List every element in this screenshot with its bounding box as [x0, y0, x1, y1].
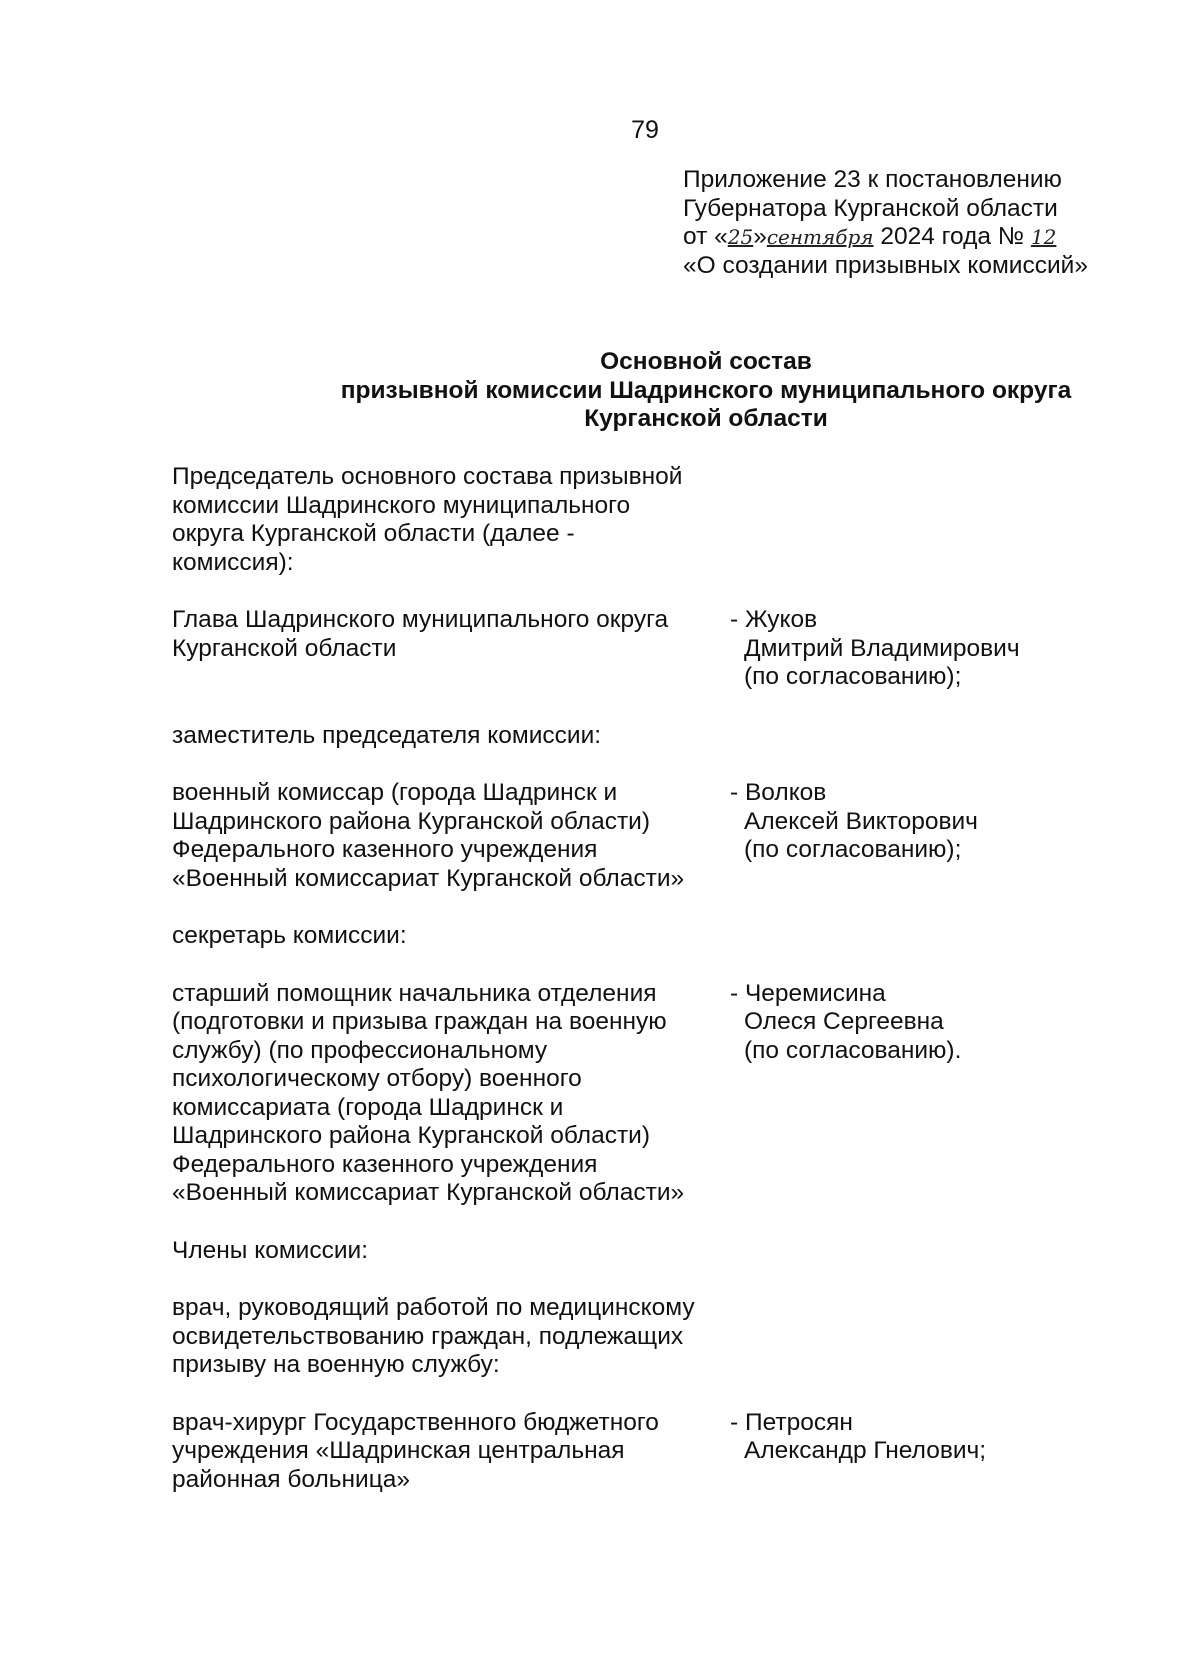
person-full-name: Александр Гнелович; [744, 1437, 987, 1464]
secretary-position [172, 980, 730, 1208]
text-line: Глава Шадринского муниципального округа [172, 606, 669, 633]
person-full-name: Алексей Викторович [744, 807, 978, 835]
text-line: военный комиссар (города Шадринск и [172, 779, 618, 806]
person-surname: - Жуков [730, 606, 818, 633]
text-line: Шадринского района Курганской области) [172, 807, 651, 835]
text-line: Председатель основного состава призывной [172, 463, 683, 490]
title-line-2: призывной комиссии Шадринского муниципального округа [340, 376, 1072, 404]
person-full-name: Дмитрий Владимирович [744, 634, 1020, 662]
text-line: освидетельствованию граждан, подлежащих [172, 1322, 684, 1350]
secretary-entry [172, 980, 1052, 1208]
date-quote: » [753, 223, 767, 250]
appendix-line-3 [683, 223, 1088, 252]
doctor-header [172, 1294, 1052, 1380]
text-line: призыву на военную службу: [172, 1351, 500, 1378]
document-body [172, 463, 1052, 1494]
doctor-position [172, 1409, 730, 1495]
text-line: психологическому отбору) военного [172, 1065, 582, 1092]
doctor-name [730, 1409, 1052, 1466]
person-note: (по согласованию). [744, 1036, 962, 1064]
text-line: врач-хирург Государственного бюджетного [172, 1408, 659, 1436]
text-line: учреждения «Шадринская центральная [172, 1437, 625, 1464]
deputy-position [172, 779, 730, 893]
person-full-name: Олеся Сергеевна [744, 1008, 944, 1035]
text-line: комиссии Шадринского муниципального [172, 491, 631, 519]
appendix-line-1: Приложение 23 к постановлению [683, 166, 1062, 193]
person-surname: - Петросян [730, 1408, 853, 1436]
person-note: (по согласованию); [744, 663, 962, 690]
handwritten-doc-number: 12 [1030, 225, 1057, 249]
deputy-name [730, 779, 1052, 865]
date-prefix: от « [683, 223, 728, 250]
text-line: Курганской области [172, 634, 397, 662]
text-line: Шадринского района Курганской области) [172, 1122, 651, 1149]
chairman-name [730, 606, 1052, 692]
person-note: (по согласованию); [744, 836, 962, 863]
text-line: старший помощник начальника отделения [172, 979, 657, 1007]
title-line-1: Основной состав [600, 348, 812, 375]
chairman-entry [172, 606, 1052, 692]
page-number: 79 [631, 116, 659, 144]
members-header: Члены комиссии: [172, 1236, 369, 1264]
text-line: «Военный комиссариат Курганской области» [172, 864, 685, 892]
appendix-line-4: «О создании призывных комиссий» [683, 251, 1088, 279]
text-line: комиссия): [172, 548, 294, 576]
handwritten-day: 25 [727, 225, 754, 249]
text-line: округа Курганской области (далее - [172, 520, 575, 547]
deputy-header: заместитель председателя комиссии: [172, 721, 602, 749]
text-line: Федерального казенного учреждения [172, 836, 598, 863]
person-surname: - Черемисина [730, 979, 886, 1007]
text-line: службу) (по профессиональному [172, 1036, 548, 1064]
text-line: Федерального казенного учреждения [172, 1150, 598, 1178]
secretary-header: секретарь комиссии: [172, 922, 407, 949]
handwritten-month: сентября [766, 225, 874, 249]
document-title [0, 348, 1200, 434]
text-line: районная больница» [172, 1465, 411, 1493]
text-line: комиссариата (города Шадринск и [172, 1093, 564, 1121]
appendix-header [683, 166, 1088, 280]
chairman-header [172, 463, 1052, 577]
text-line: (подготовки и призыва граждан на военную [172, 1008, 667, 1035]
person-surname: - Волков [730, 779, 827, 806]
text-line: врач, руководящий работой по медицинскому [172, 1294, 695, 1321]
deputy-entry [172, 779, 1052, 893]
date-year: 2024 года № [873, 223, 1031, 250]
chairman-position [172, 606, 730, 663]
secretary-name [730, 980, 1052, 1066]
appendix-line-2: Губернатора Курганской области [683, 194, 1058, 222]
title-line-3: Курганской области [584, 405, 828, 432]
text-line: «Военный комиссариат Курганской области» [172, 1179, 685, 1206]
doctor-entry [172, 1409, 1052, 1495]
